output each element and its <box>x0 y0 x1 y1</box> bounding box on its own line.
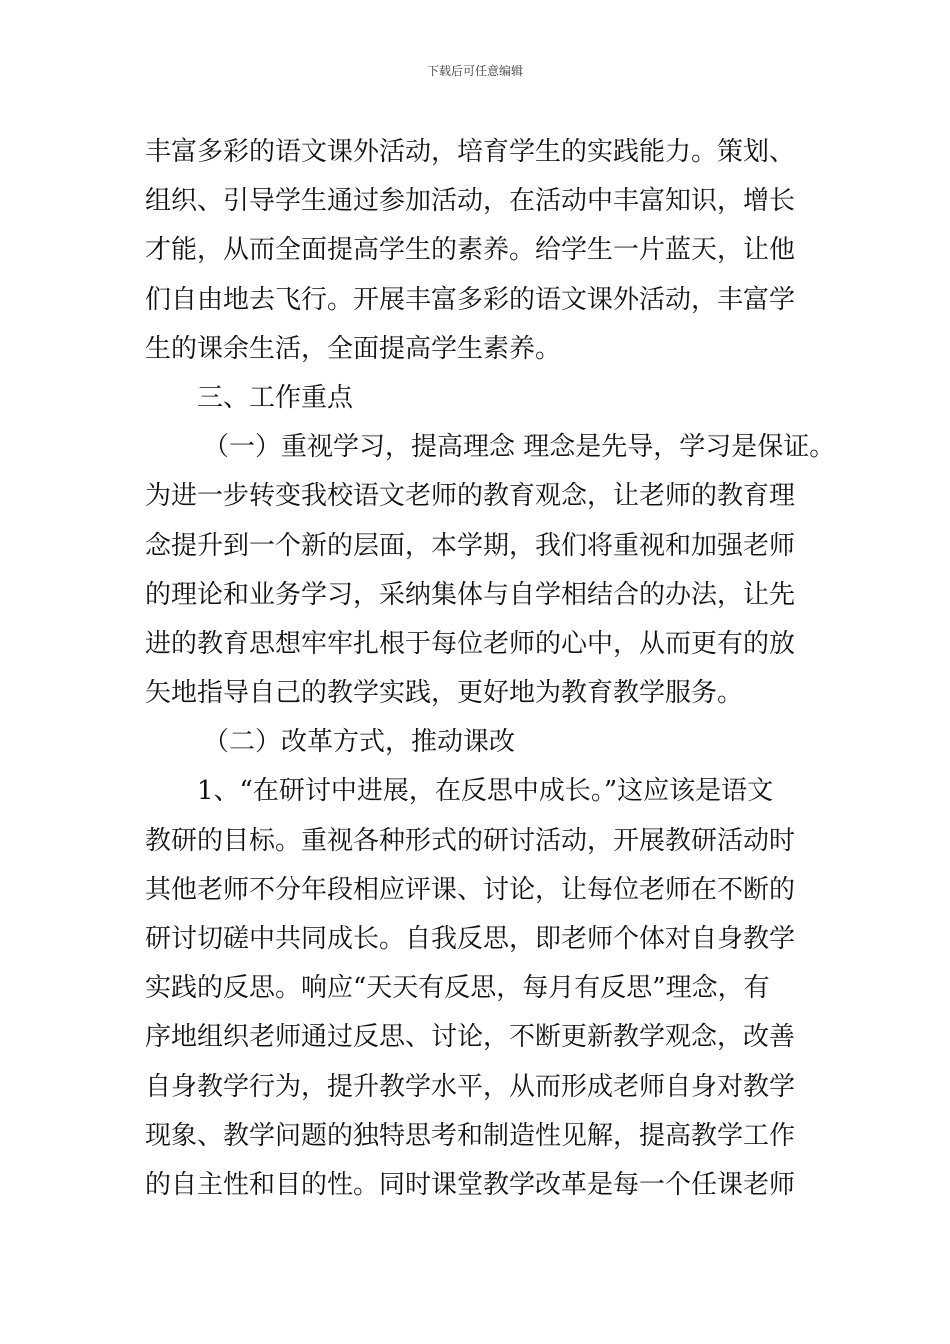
paragraph-line: 研讨切磋中共同成长。自我反思，即老师个体对自身教学 <box>145 924 796 954</box>
paragraph-line: 教研的目标。重视各种形式的研讨活动，开展教研活动时 <box>145 825 796 856</box>
paragraph-line: 进的教育思想牢牢扎根于每位老师的心中，从而更有的放 <box>145 628 796 659</box>
paragraph-line: 组织、引导学生通过参加活动，在活动中丰富知识，增长 <box>145 186 796 217</box>
paragraph-line: 的理论和业务学习，采纳集体与自学相结合的办法，让先 <box>145 579 796 610</box>
paragraph-line: 生的课余生活，全面提高学生素养。 <box>145 333 562 364</box>
paragraph-line: 为进一步转变我校语文老师的教育观念，让老师的教育理 <box>145 481 796 512</box>
subsection-heading: （二）改革方式，推动课改 <box>203 727 516 758</box>
paragraph-line: 丰富多彩的语文课外活动，培育学生的实践能力。策划、 <box>145 137 796 167</box>
paragraph-line: 其他老师不分年段相应评课、讨论，让每位老师在不断的 <box>145 874 796 905</box>
page-header: 下载后可任意编辑 <box>426 64 523 78</box>
paragraph-line: 现象、教学问题的独特思考和制造性见解，提高教学工作 <box>145 1120 796 1151</box>
section-heading: 三、工作重点 <box>197 382 354 413</box>
paragraph-line: 实践的反思。响应“天天有反思，每月有反思”理念，有 <box>145 973 770 1004</box>
paragraph-line: 的自主性和目的性。同时课堂教学改革是每一个任课老师 <box>145 1169 796 1200</box>
paragraph-line: 1、“在研讨中进展，在反思中成长。”这应该是语文 <box>197 776 774 807</box>
paragraph-line: 自身教学行为，提升教学水平，从而形成老师自身对教学 <box>145 1071 796 1102</box>
paragraph-line: 矢地指导自己的教学实践，更好地为教育教学服务。 <box>145 678 744 709</box>
document-body <box>145 128 836 1210</box>
paragraph-line: 念提升到一个新的层面，本学期，我们将重视和加强老师 <box>145 530 796 561</box>
subsection-heading: （一）重视学习，提高理念 理念是先导，学习是保证。 <box>203 432 836 463</box>
paragraph-line: 们自由地去飞行。开展丰富多彩的语文课外活动，丰富学 <box>145 284 796 315</box>
paragraph-line: 才能，从而全面提高学生的素养。给学生一片蓝天，让他 <box>145 235 796 266</box>
paragraph-line: 序地组织老师通过反思、讨论，不断更新教学观念，改善 <box>145 1022 796 1053</box>
